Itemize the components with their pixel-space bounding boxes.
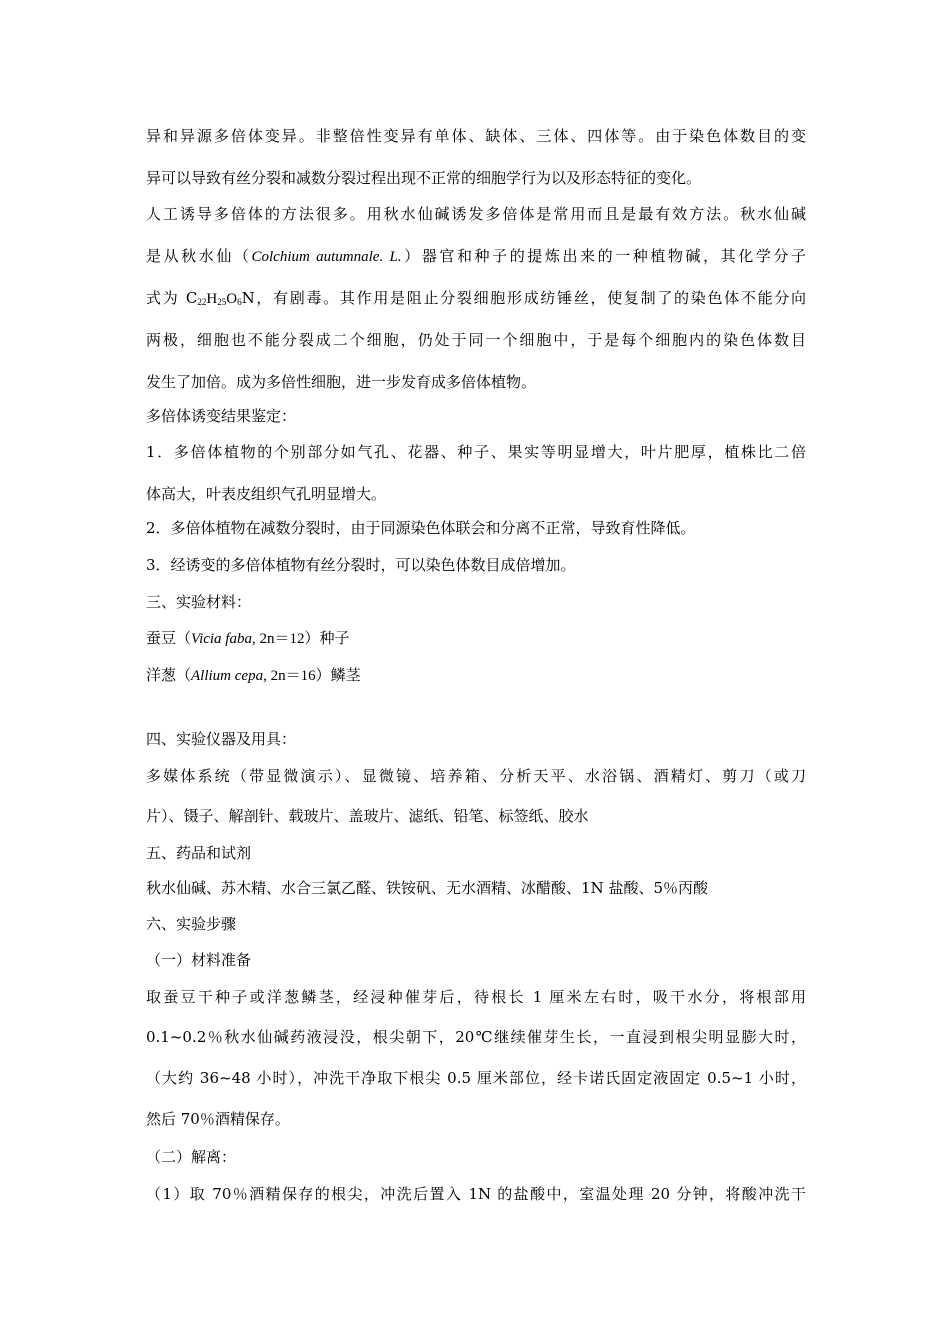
paragraph-line: 0.1~0.2％秋水仙碱药液浸没，根尖朝下，20℃继续催芽生长，一直浸到根尖明显膨大时， xyxy=(146,1028,806,1046)
paragraph-line xyxy=(146,288,806,309)
section-heading: 六、实验步骤 xyxy=(146,915,237,933)
text-run: 式为 C xyxy=(146,289,198,307)
list-item: 1．多倍体植物的个别部分如气孔、花器、种子、果实等明显增大，叶片肥厚，植株比二倍 xyxy=(146,443,806,461)
section-heading: 三、实验材料： xyxy=(146,593,252,611)
paragraph-line: 两极，细胞也不能分裂成二个细胞，仍处于同一个细胞中，于是每个细胞内的染色体数目 xyxy=(146,331,806,349)
species-name: Vicia faba xyxy=(191,631,252,647)
paragraph-line: 异和异源多倍体变异。非整倍性变异有单体、缺体、三体、四体等。由于染色体数目的变 xyxy=(146,127,806,145)
list-item-continuation: 体高大，叶表皮组织气孔明显增大。 xyxy=(146,485,387,503)
paragraph-line: （大约 36~48 小时），冲洗干净取下根尖 0.5 厘米部位，经卡诺氏固定液固定 0.5~1 小时， xyxy=(146,1069,806,1087)
section-heading: 五、药品和试剂 xyxy=(146,844,252,862)
list-item: 3．经诱变的多倍体植物有丝分裂时，可以染色体数目成倍增加。 xyxy=(146,556,576,574)
section-heading: 四、实验仪器及用具： xyxy=(146,730,297,748)
paragraph-line: 片）、镊子、解剖针、载玻片、盖玻片、滤纸、铅笔、标签纸、胶水 xyxy=(146,807,589,825)
paragraph-line: 人工诱导多倍体的方法很多。用秋水仙碱诱发多倍体是常用而且是最有效方法。秋水仙碱 xyxy=(146,205,806,223)
text-run: , 2n＝16）鳞茎 xyxy=(263,668,361,684)
paragraph-line: 取蚕豆干种子或洋葱鳞茎，经浸种催芽后，待根长 1 厘米左右时，吸干水分，将根部用 xyxy=(146,988,806,1006)
formula-subscript: 22 xyxy=(197,297,207,307)
formula-element: O xyxy=(226,291,238,307)
list-item: 2．多倍体植物在减数分裂时，由于同源染色体联会和分离不正常，导致育性降低。 xyxy=(146,519,696,537)
paragraph-line: （1）取 70％酒精保存的根尖，冲洗后置入 1N 的盐酸中，室温处理 20 分钟，将酸冲洗干 xyxy=(146,1185,806,1203)
species-name: Allium cepa xyxy=(191,668,264,684)
text-run: 蚕豆（ xyxy=(146,629,192,647)
formula-subscript: 25 xyxy=(217,297,227,307)
formula-subscript: 6 xyxy=(237,297,242,307)
subsection-heading: （二）解离： xyxy=(146,1148,237,1166)
material-item xyxy=(146,628,350,649)
paragraph-line: 发生了加倍。成为多倍性细胞，进一步发育成多倍体植物。 xyxy=(146,373,537,391)
text-run: , 2n＝12）种子 xyxy=(251,631,350,647)
subsection-heading: （一）材料准备 xyxy=(146,951,252,969)
paragraph-line: 秋水仙碱、苏木精、水合三氯乙醛、铁铵矾、无水酒精、冰醋酸、1N 盐酸、5％丙酸 xyxy=(146,879,708,897)
paragraph-line: 然后 70％酒精保存。 xyxy=(146,1110,290,1128)
paragraph-line: 异可以导致有丝分裂和减数分裂过程出现不正常的细胞学行为以及形态特征的变化。 xyxy=(146,169,702,187)
material-item xyxy=(146,665,361,686)
paragraph-line xyxy=(146,246,806,267)
formula-element: H xyxy=(206,291,218,307)
text-run: N，有剧毒。其作用是阻止分裂细胞形成纺锤丝，使复制了的染色体不能分向 xyxy=(241,289,806,307)
text-run: 是从秋水仙（ xyxy=(146,247,252,265)
paragraph-line: 多媒体系统（带显微演示）、显微镜、培养箱、分析天平、水浴锅、酒精灯、剪刀（或刀 xyxy=(146,767,806,785)
species-name: Colchium autumnale. L. xyxy=(251,249,402,265)
text-run: 洋葱（ xyxy=(146,666,192,684)
text-run: ）器官和种子的提炼出来的一种植物碱，其化学分子 xyxy=(401,247,806,265)
section-heading: 多倍体诱变结果鉴定： xyxy=(146,407,297,425)
